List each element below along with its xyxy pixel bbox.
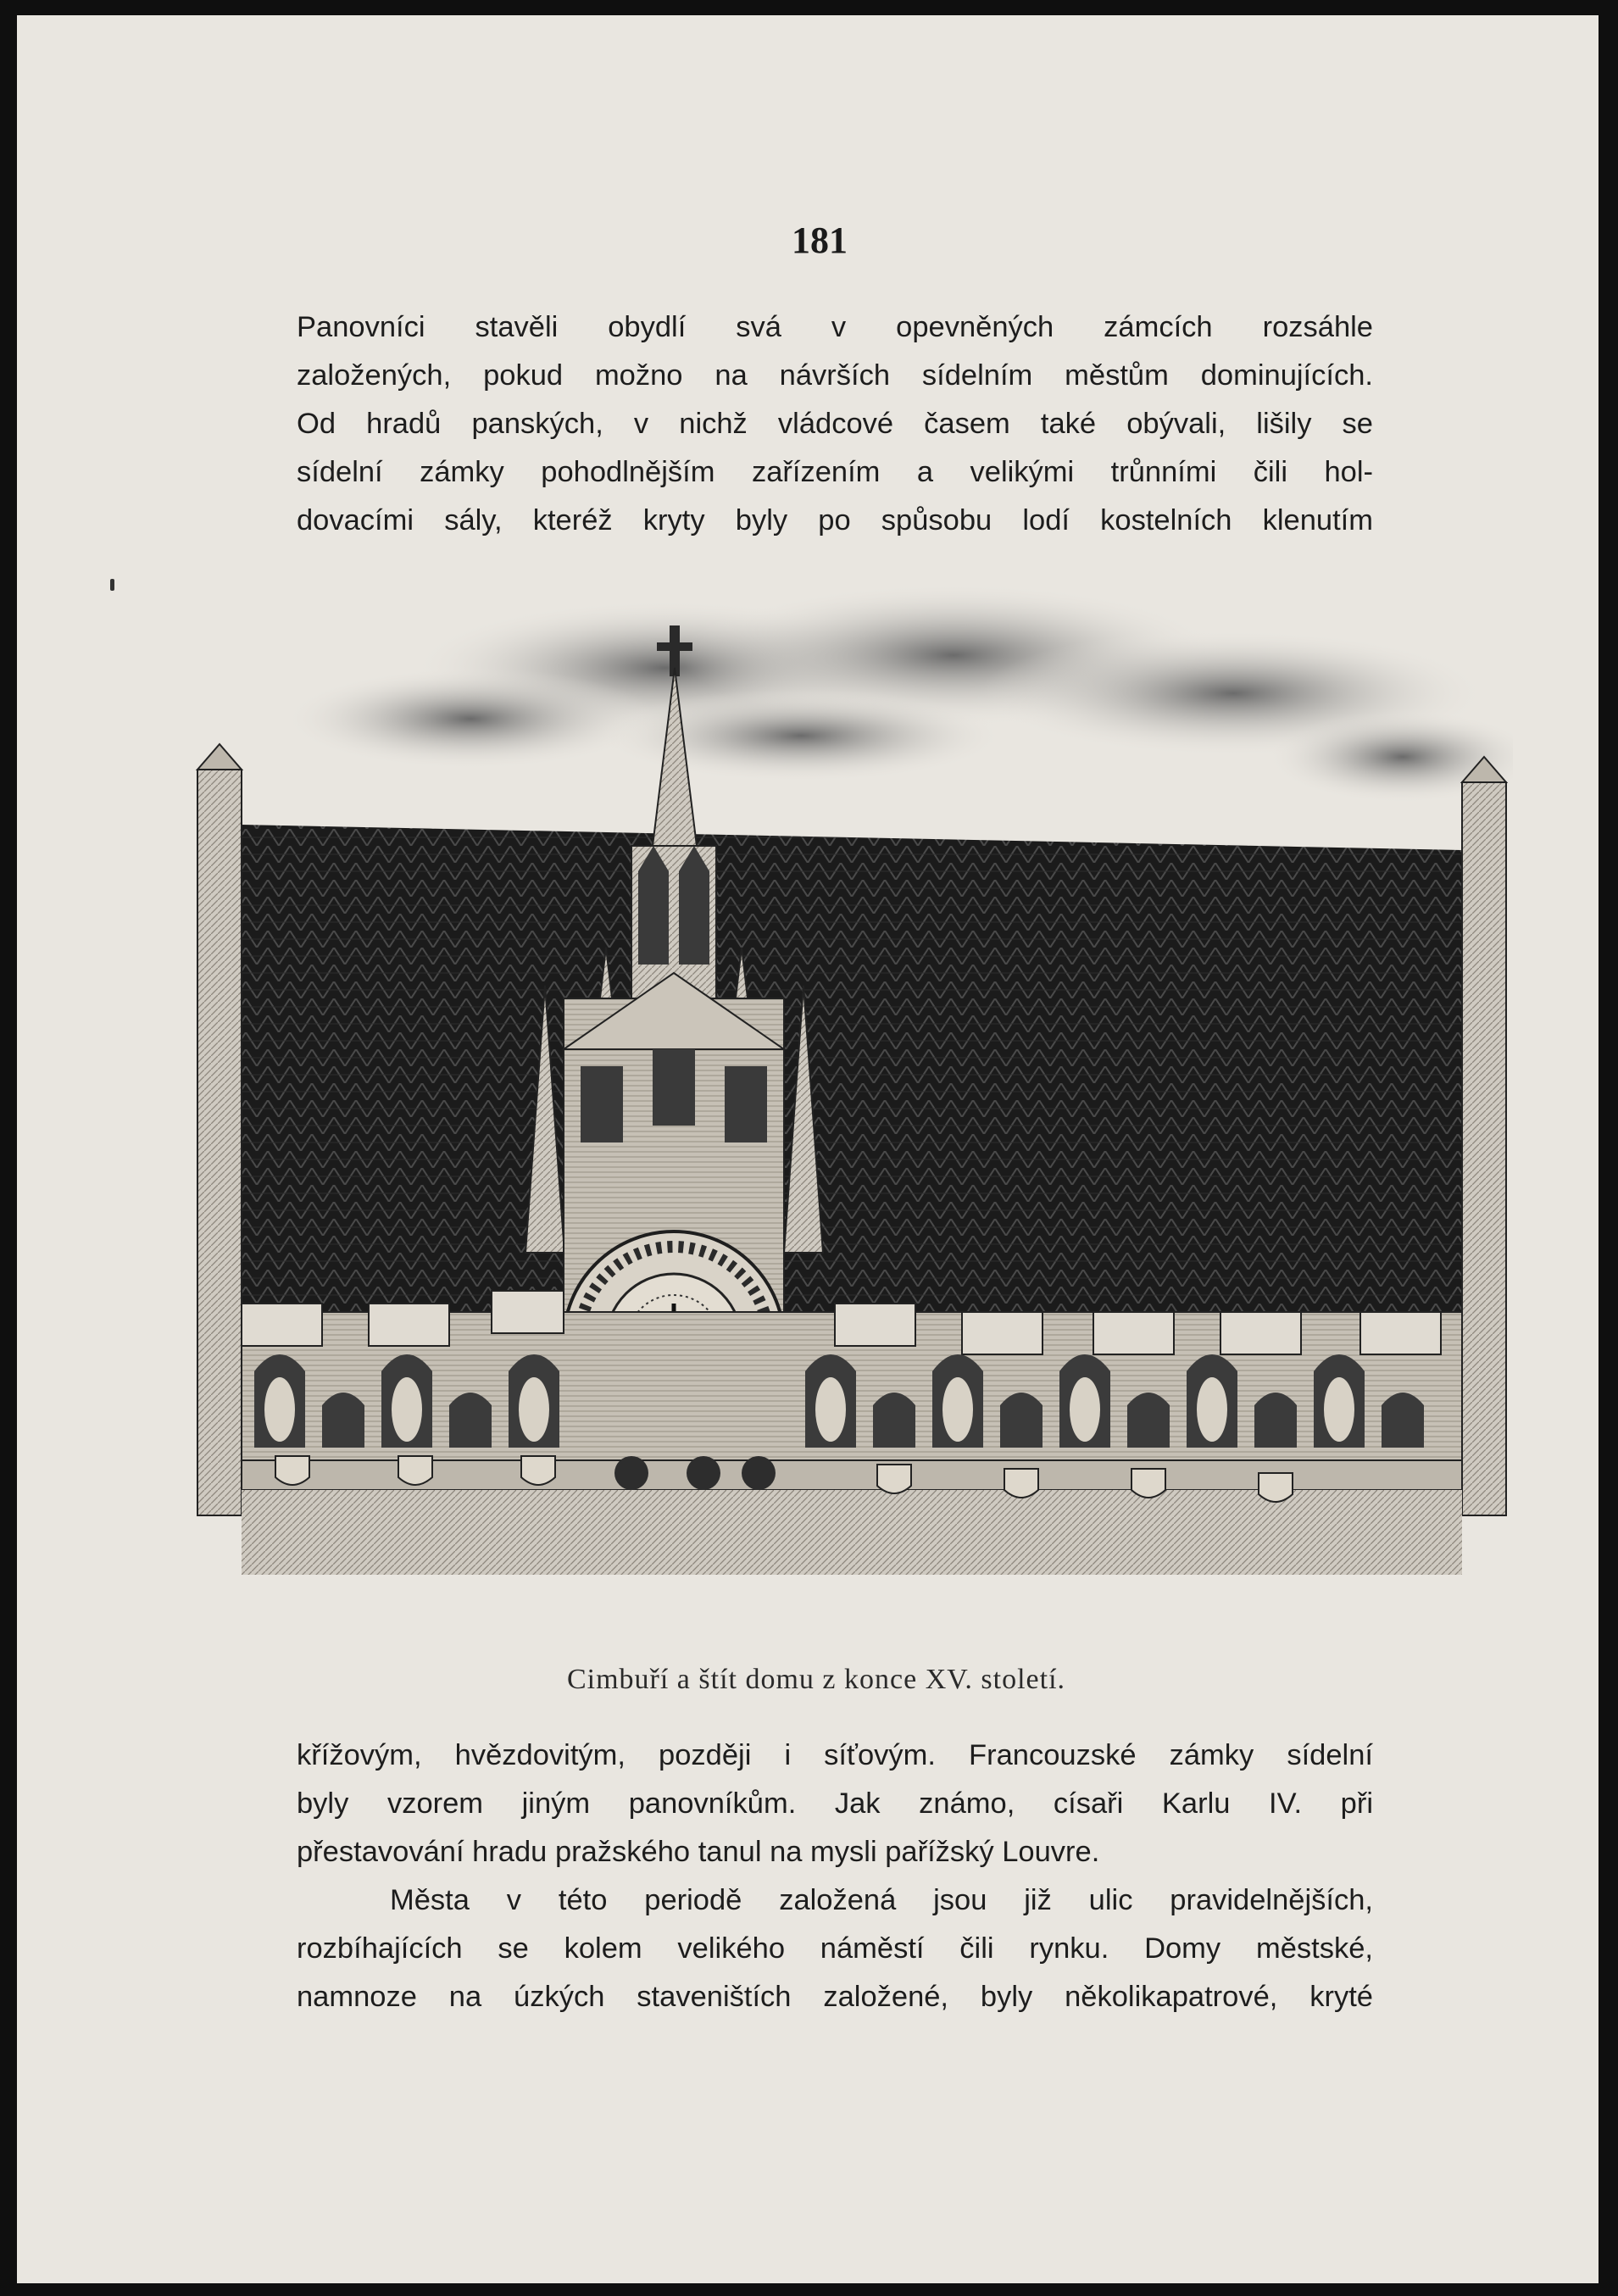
text-line: rozbíhajících se kolem velikého náměstí čili rynku. Domy městské, — [297, 1932, 1373, 1965]
text-line: Od hradů panských, v nichž vládcové časem také obývali, lišily se — [297, 408, 1373, 440]
text-line: křížovým, hvězdovitým, později i síťovým. Francouzské zámky sídelní — [297, 1739, 1373, 1771]
book-page — [17, 15, 1599, 2283]
text-line: Panovníci stavěli obydlí svá v opevněných zámcích rozsáhle — [297, 311, 1373, 343]
page-number: 181 — [792, 220, 848, 261]
text-line: sídelní zámky pohodlnějším zařízením a velikými trůnními čili hol- — [297, 456, 1373, 488]
text-line: Města v této periodě založená jsou již ulic pravidelnějších, — [390, 1884, 1373, 1916]
text-line: dovacími sály, kteréž kryty byly po spůsobu lodí kostelních klenutím — [297, 504, 1373, 536]
print-speck — [110, 579, 114, 591]
paragraph-bottom — [297, 1732, 1373, 2021]
text-line: založených, pokud možno na návrších sídelním městům dominujících. — [297, 359, 1373, 392]
engraving-illustration — [191, 575, 1513, 1643]
text-line: namnoze na úzkých staveništích založené, byly několikapatrové, kryté — [297, 1981, 1373, 2013]
paragraph-top — [297, 303, 1373, 545]
text-line: přestavování hradu pražského tanul na mysli pařížský Louvre. — [297, 1836, 1100, 1868]
tiled-roof — [242, 825, 1462, 1312]
gable-engraving — [191, 575, 1513, 1643]
text-line: byly vzorem jiným panovníkům. Jak známo, císaři Karlu IV. při — [297, 1787, 1373, 1820]
sky-clouds — [284, 583, 1513, 803]
figure-caption: Cimbuří a štít domu z konce XV. století. — [566, 1664, 1066, 1695]
